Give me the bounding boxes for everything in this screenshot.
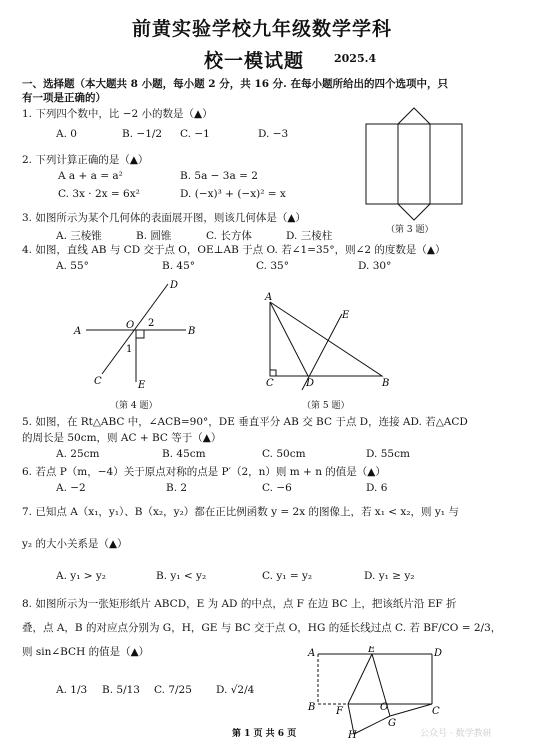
svg-text:2: 2	[148, 318, 155, 329]
svg-text:F: F	[336, 706, 343, 717]
section-heading-cont: 有一项是正确的）	[22, 92, 106, 104]
page-number: 第 1 页 共 6 页	[232, 729, 297, 739]
q8-option-c: C. 7/25	[154, 684, 192, 696]
q5-option-a: A. 25cm	[56, 448, 100, 460]
q4-option-d: D. 30°	[358, 260, 392, 272]
q1-option-b: B. −1/2	[122, 128, 163, 140]
q5-caption: （第 5 题）	[302, 401, 350, 411]
q8-folded-rectangle-figure	[304, 646, 454, 738]
q6-option-c: C. −6	[262, 482, 292, 494]
q8-stem: 8. 如图所示为一张矩形纸片 ABCD，E 为 AD 的中点，点 F 在边 BC 上，把该纸片沿 EF 折	[22, 598, 457, 610]
exam-title: 前黄实验学校九年级数学学科	[132, 18, 393, 40]
svg-text:D: D	[434, 648, 443, 659]
section-heading: 一、选择题（本大题共 8 小题，每小题 2 分，共 16 分. 在每小题所给出的四个选项中，只	[22, 78, 448, 90]
q7-option-b: B. y₁ < y₂	[156, 570, 207, 582]
q8-option-b: B. 5/13	[102, 684, 140, 696]
q2-option-a: A a + a = a²	[58, 170, 123, 182]
svg-text:1: 1	[126, 344, 133, 355]
q7-stem-cont: y₂ 的大小关系是（▲）	[22, 538, 128, 550]
q3-prism-net-figure	[360, 106, 470, 231]
svg-text:D: D	[306, 378, 315, 389]
q4-option-a: A. 55°	[56, 260, 89, 272]
exam-date: 2025.4	[334, 52, 377, 65]
svg-text:A: A	[74, 326, 82, 337]
q6-option-a: A. −2	[56, 482, 86, 494]
svg-text:H: H	[348, 730, 357, 738]
svg-text:O: O	[126, 320, 135, 331]
q6-option-d: D. 6	[366, 482, 388, 494]
q2-stem: 2. 下列计算正确的是（▲）	[22, 154, 149, 166]
q8-stem-cont: 叠，点 A，B 的对应点分别为 G，H，GE 与 BC 交于点 O，HG 的延长线过点 C. 若 BF/CO = 2/3，	[22, 622, 502, 634]
q1-option-a: A. 0	[56, 128, 77, 140]
q4-intersecting-lines-figure	[66, 278, 216, 396]
svg-text:E: E	[342, 310, 350, 321]
q5-stem: 5. 如图，在 Rt△ABC 中，∠ACB=90°，DE 垂直平分 AB 交 BC 于点 D，连接 AD. 若△ACD	[22, 416, 468, 428]
watermark: 公众号 · 数学教研	[420, 729, 492, 739]
exam-subtitle: 校一模试题	[204, 50, 305, 72]
q4-option-c: C. 35°	[256, 260, 289, 272]
q7-option-a: A. y₁ > y₂	[56, 570, 107, 582]
svg-text:D: D	[170, 280, 179, 291]
q1-stem: 1. 下列四个数中，比 −2 小的数是（▲）	[22, 108, 213, 120]
q1-option-c: C. −1	[180, 128, 210, 140]
q3-option-c: C. 长方体	[206, 230, 252, 242]
q7-option-d: D. y₁ ≥ y₂	[364, 570, 415, 582]
q2-option-d: D. (−x)³ + (−x)² = x	[180, 188, 286, 200]
q1-option-d: D. −3	[258, 128, 289, 140]
q4-caption: （第 4 题）	[110, 401, 158, 411]
svg-text:E: E	[368, 646, 376, 655]
svg-text:B: B	[188, 326, 196, 337]
q4-stem: 4. 如图，直线 AB 与 CD 交于点 O，OE⊥AB 于点 O. 若∠1=35°，则∠2 的度数是（▲）	[22, 244, 446, 256]
svg-text:E: E	[138, 380, 146, 391]
q2-option-c: C. 3x · 2x = 6x²	[58, 188, 140, 200]
q5-option-c: C. 50cm	[262, 448, 306, 460]
svg-text:B: B	[308, 702, 316, 713]
svg-text:C: C	[432, 706, 440, 717]
svg-text:O: O	[380, 702, 389, 713]
q5-triangle-figure	[262, 290, 394, 394]
q8-option-d: D. √2/4	[216, 684, 255, 696]
q5-stem-cont: 的周长是 50cm，则 AC + BC 等于（▲）	[22, 432, 222, 444]
svg-text:B: B	[382, 378, 390, 389]
q3-option-a: A. 三棱锥	[56, 230, 102, 242]
q4-option-b: B. 45°	[162, 260, 196, 272]
q3-option-b: B. 圆锥	[136, 230, 172, 242]
q8-stem-cont2: 则 sin∠BCH 的值是（▲）	[22, 646, 150, 658]
q5-option-b: B. 45cm	[162, 448, 206, 460]
svg-text:C: C	[266, 378, 274, 389]
svg-text:G: G	[388, 718, 396, 729]
q2-option-b: B. 5a − 3a = 2	[180, 170, 258, 182]
svg-text:A: A	[308, 648, 316, 659]
q7-stem: 7. 已知点 A（x₁，y₁）、B（x₂，y₂）都在正比例函数 y = 2x 的图像上，若 x₁ < x₂，则 y₁ 与	[22, 506, 459, 518]
q3-option-d: D. 三棱柱	[286, 230, 333, 242]
q5-option-d: D. 55cm	[366, 448, 410, 460]
q7-option-c: C. y₁ = y₂	[262, 570, 313, 582]
svg-text:A: A	[265, 292, 273, 303]
q6-stem: 6. 若点 P（m，−4）关于原点对称的点是 P′（2，n）则 m + n 的值是（▲）	[22, 466, 386, 478]
svg-text:C: C	[94, 376, 102, 387]
q3-stem: 3. 如图所示为某个几何体的表面展开图，则该几何体是（▲）	[22, 212, 306, 224]
q3-caption: （第 3 题）	[386, 225, 434, 235]
q6-option-b: B. 2	[166, 482, 188, 494]
q8-option-a: A. 1/3	[56, 684, 88, 696]
